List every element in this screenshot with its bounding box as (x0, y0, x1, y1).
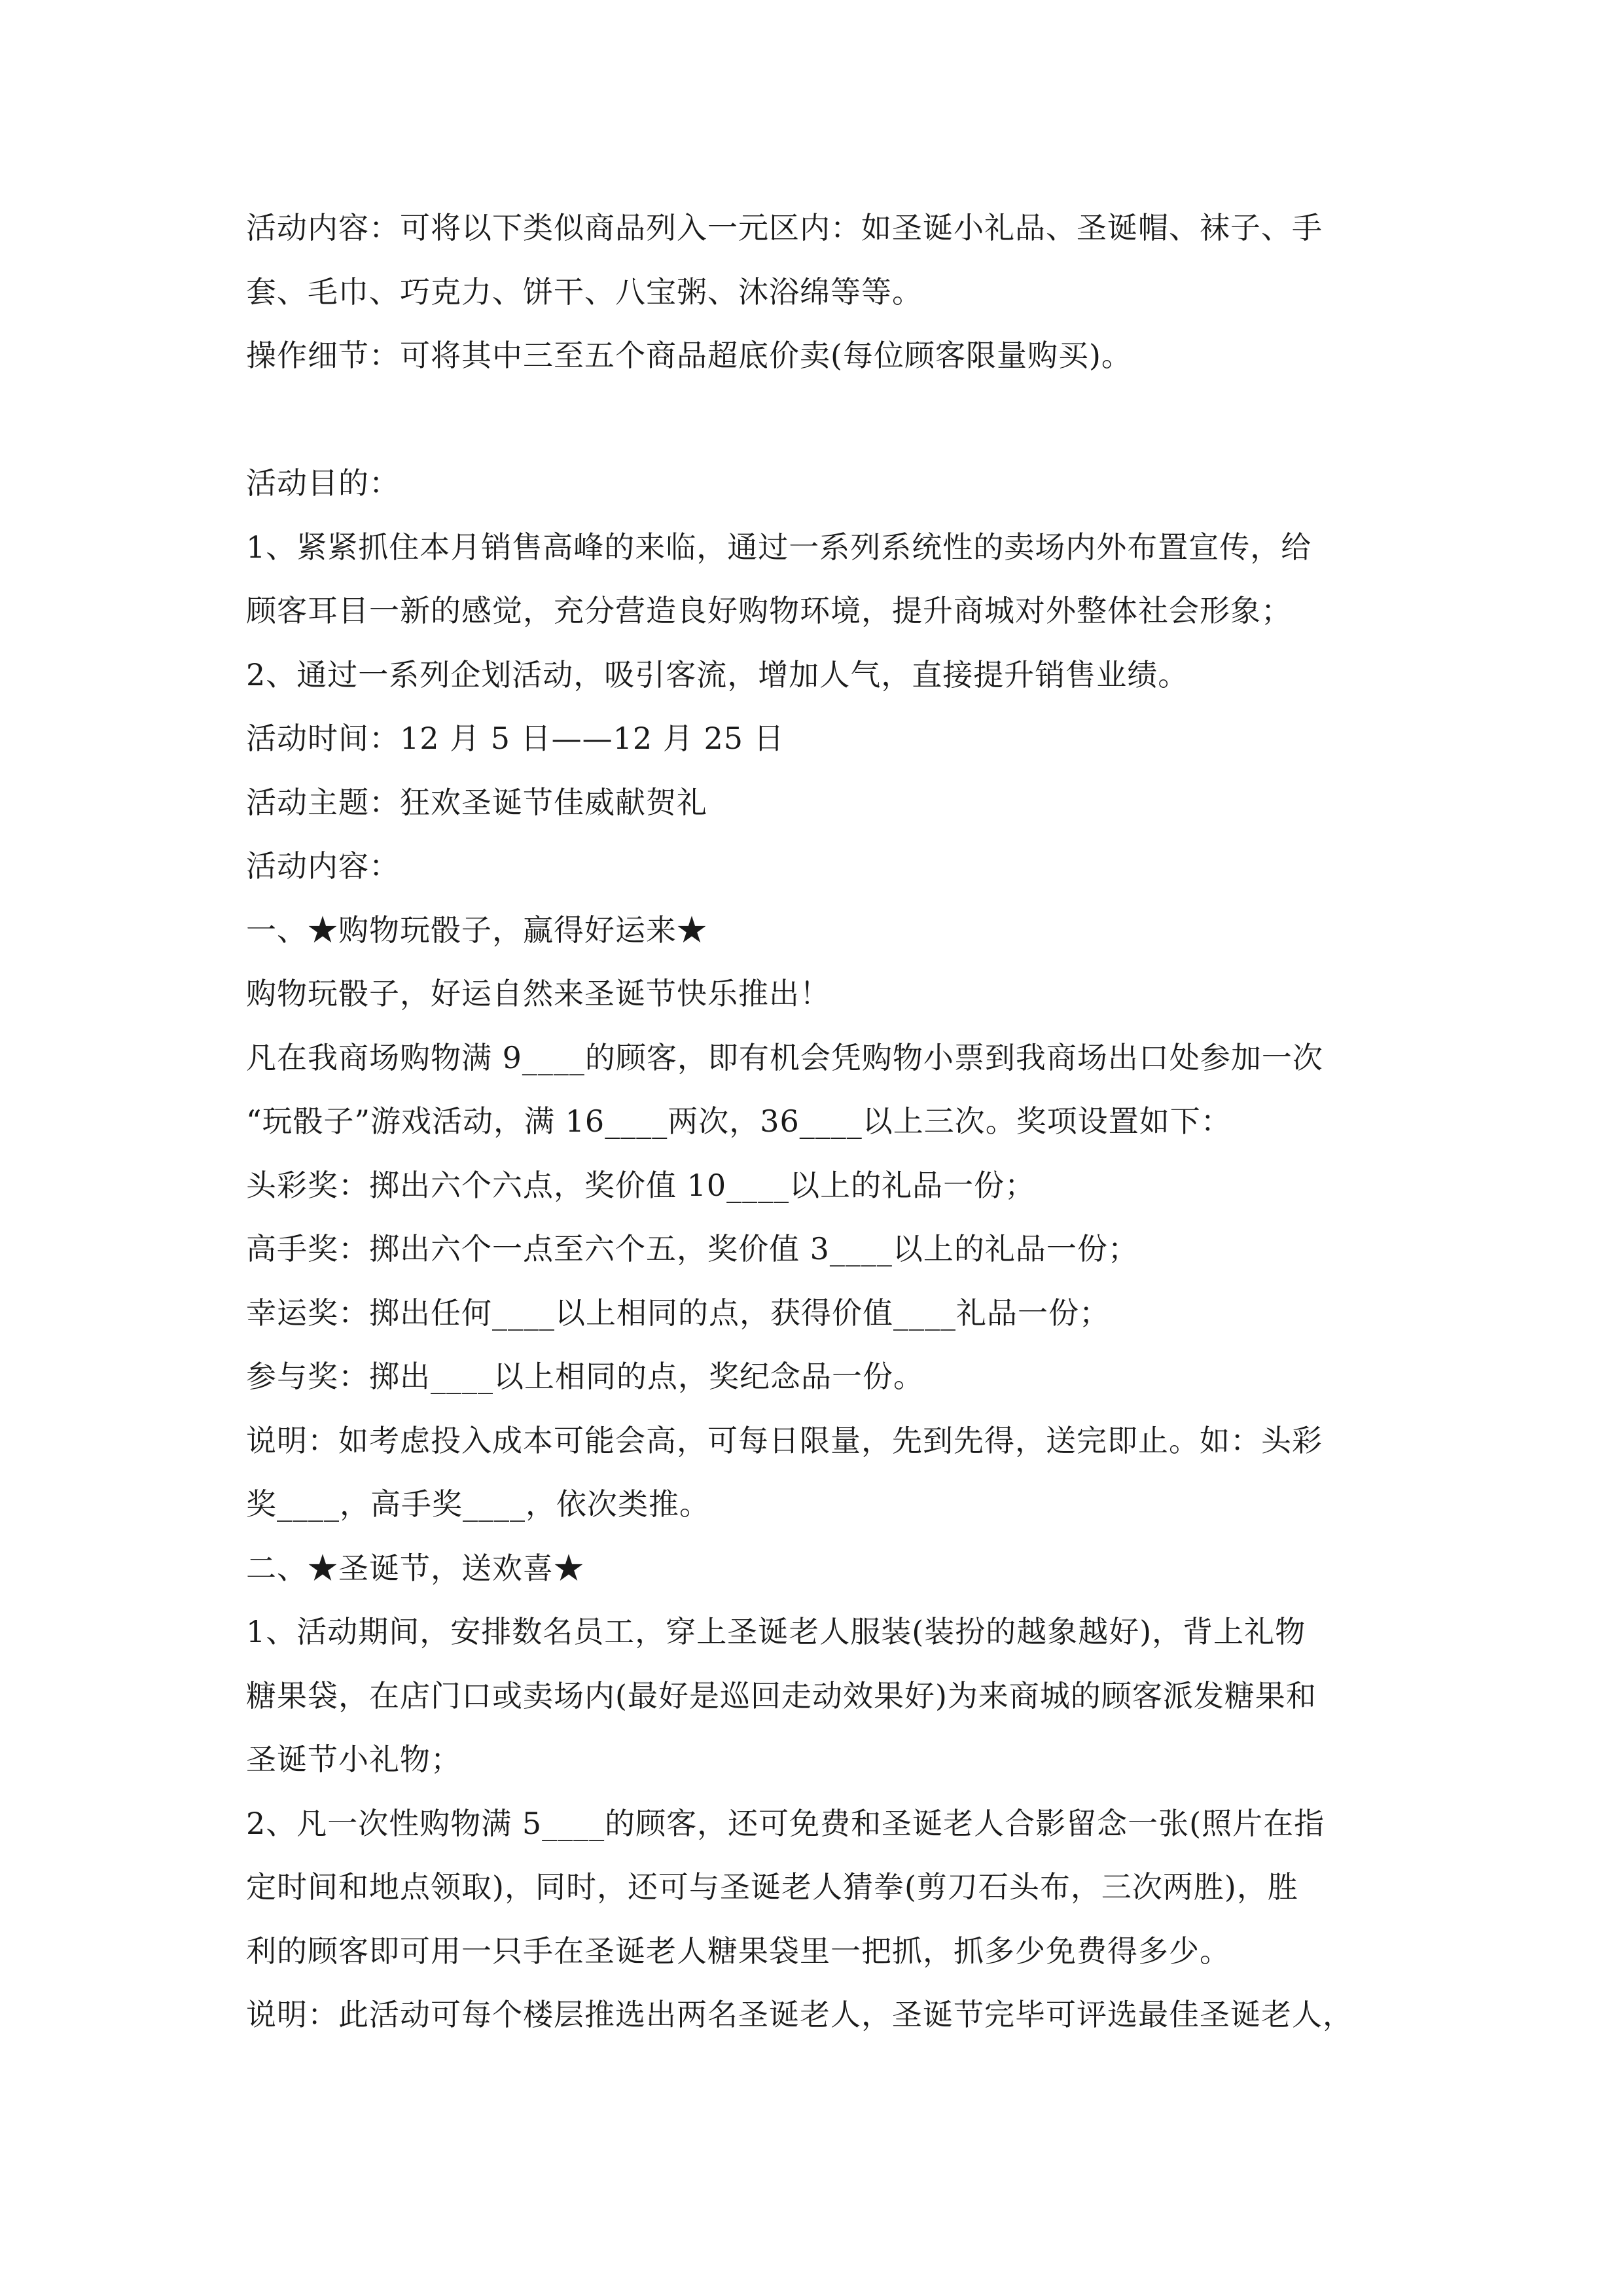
text-line: 活动时间：12 月 5 日——12 月 25 日 (246, 721, 785, 756)
text-line: 购物玩骰子，好运自然来圣诞节快乐推出！ (246, 976, 830, 1011)
text-line: 1、紧紧抓住本月销售高峰的来临，通过一系列系统性的卖场内外布置宣传，给 (246, 529, 1312, 565)
section-heading: 活动目的： (246, 465, 400, 501)
text-line: 2、凡一次性购物满 5____的顾客，还可免费和圣诞老人合影留念一张(照片在指 (246, 1805, 1325, 1841)
text-line: 1、活动期间，安排数名员工，穿上圣诞老人服装(装扮的越象越好)，背上礼物 (246, 1614, 1306, 1649)
text-line: 凡在我商场购物满 9____的顾客，即有机会凭购物小票到我商场出口处参加一次 (246, 1039, 1323, 1075)
text-line: 参与奖：掷出____以上相同的点，奖纪念品一份。 (246, 1359, 924, 1394)
section-heading: 二、★圣诞节，送欢喜★ (246, 1550, 584, 1586)
text-line: 圣诞节小礼物； (246, 1742, 461, 1777)
text-line: 活动内容：可将以下类似商品列入一元区内：如圣诞小礼品、圣诞帽、袜子、手 (246, 210, 1323, 245)
section-heading: 一、★购物玩骰子，赢得好运来★ (246, 912, 707, 948)
text-line: 糖果袋，在店门口或卖场内(最好是巡回走动效果好)为来商城的顾客派发糖果和 (246, 1677, 1317, 1713)
text-line: 幸运奖：掷出任何____以上相同的点，获得价值____礼品一份； (246, 1295, 1110, 1331)
text-line: 定时间和地点领取)，同时，还可与圣诞老人猜拳(剪刀石头布，三次两胜)，胜 (246, 1869, 1298, 1905)
text-line: 操作细节：可将其中三至五个商品超底价卖(每位顾客限量购买)。 (246, 338, 1132, 373)
text-line: 套、毛巾、巧克力、饼干、八宝粥、沐浴绵等等。 (246, 274, 923, 310)
text-line: 头彩奖：掷出六个六点，奖价值 10____以上的礼品一份； (246, 1167, 1036, 1203)
text-line: 说明：此活动可每个楼层推选出两名圣诞老人，圣诞节完毕可评选最佳圣诞老人， (246, 1997, 1353, 2032)
document-body (246, 196, 1378, 2047)
text-line: 利的顾客即可用一只手在圣诞老人糖果袋里一把抓，抓多少免费得多少。 (246, 1933, 1230, 1969)
text-line: 奖____，高手奖____，依次类推。 (246, 1486, 710, 1522)
section-heading: 活动内容： (246, 848, 400, 884)
text-line: 顾客耳目一新的感觉，充分营造良好购物环境，提升商城对外整体社会形象； (246, 593, 1292, 628)
text-line: 活动主题：狂欢圣诞节佳威献贺礼 (246, 784, 707, 820)
text-line: “玩骰子”游戏活动，满 16____两次，36____以上三次。奖项设置如下： (246, 1103, 1232, 1139)
blank-line (246, 388, 1378, 452)
text-line: 2、通过一系列企划活动，吸引客流，增加人气，直接提升销售业绩。 (246, 656, 1189, 692)
text-line: 说明：如考虑投入成本可能会高，可每日限量，先到先得，送完即止。如：头彩 (246, 1422, 1323, 1458)
text-line: 高手奖：掷出六个一点至六个五，奖价值 3____以上的礼品一份； (246, 1231, 1139, 1266)
